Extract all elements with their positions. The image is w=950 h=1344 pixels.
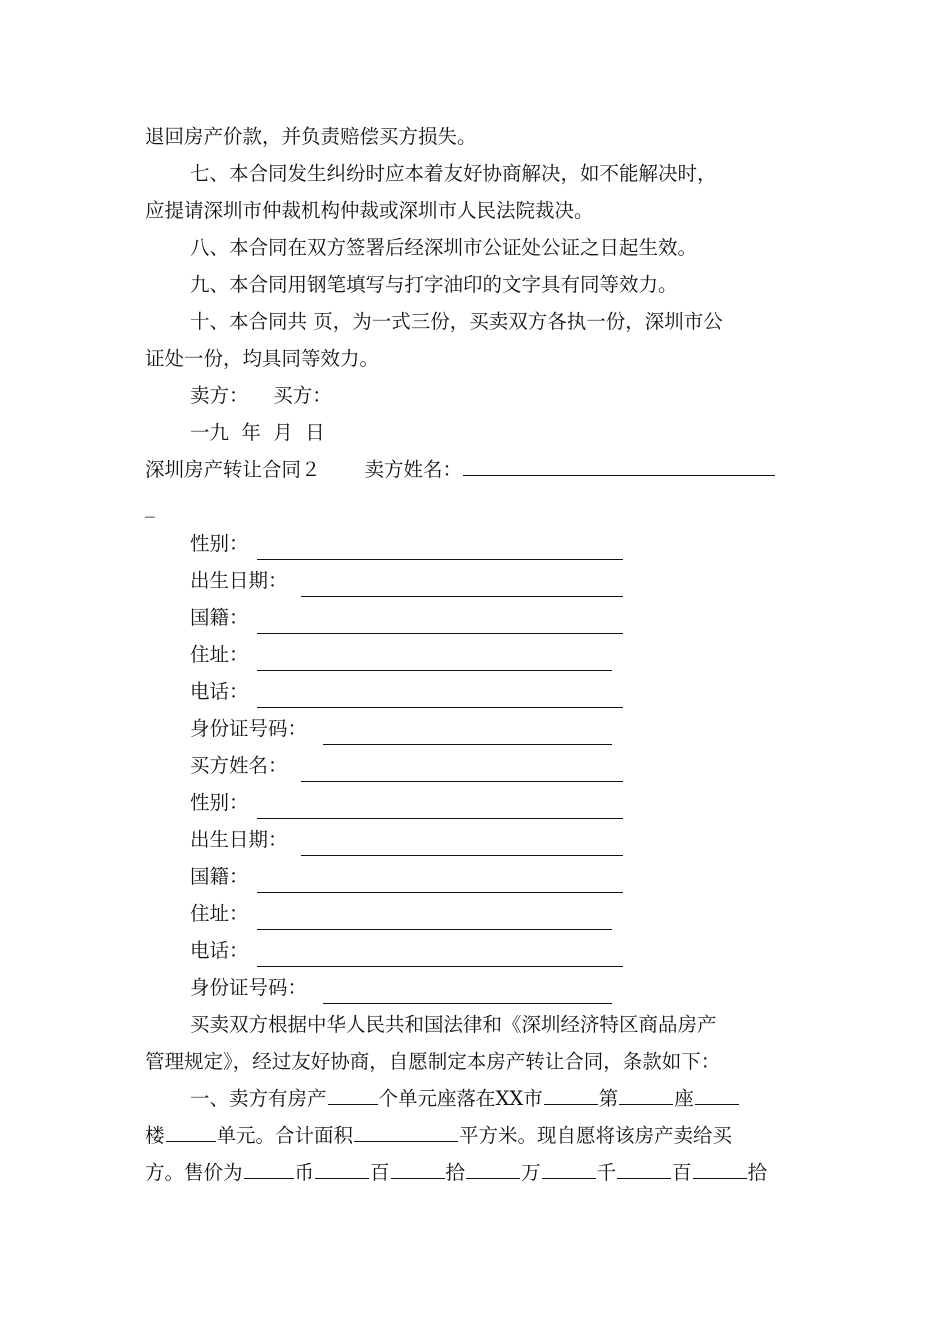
floor-blank[interactable] <box>166 1117 216 1142</box>
field-label: 买方姓名： <box>190 754 288 777</box>
field-blank[interactable] <box>323 720 612 745</box>
text-segment: 方。售价为 <box>145 1161 243 1184</box>
field-label: 出生日期： <box>190 828 288 851</box>
clause-10-line2: 证处一份，均具同等效力。 <box>145 347 380 370</box>
field-label: 出生日期： <box>190 569 288 592</box>
text-segment: 万 <box>521 1161 541 1184</box>
text-segment: 平方米。现自愿将该房产卖给买 <box>459 1124 733 1147</box>
field-blank[interactable] <box>257 868 623 893</box>
text-segment: 币 <box>294 1161 315 1184</box>
clause-1-line2 <box>145 1117 810 1154</box>
seller-nationality-field <box>145 599 810 636</box>
field-blank[interactable] <box>257 683 623 708</box>
field-blank[interactable] <box>257 942 623 967</box>
second-contract-heading-line <box>145 451 810 488</box>
buyer-gender-field <box>145 784 810 821</box>
intro-line1: 买卖双方根据中华人民共和国法律和《深圳经济特区商品房产 <box>190 1013 717 1036</box>
number-blank[interactable] <box>619 1080 673 1105</box>
text-segment: 一、卖方有房产 <box>190 1087 327 1110</box>
amount-blank[interactable] <box>315 1154 369 1179</box>
buyer-address-field <box>145 895 810 932</box>
clause-1-line1 <box>145 1080 810 1117</box>
contract-page <box>145 118 810 1191</box>
field-label: 电话： <box>190 939 249 962</box>
field-blank[interactable] <box>301 831 623 856</box>
seller-birthdate-field <box>145 562 810 599</box>
currency-blank[interactable] <box>244 1154 294 1179</box>
field-label: 电话： <box>190 680 249 703</box>
buyer-nationality-field <box>145 858 810 895</box>
contract-title: 深圳房产转让合同２ <box>145 458 321 481</box>
seller-name-label: 卖方姓名： <box>364 458 463 481</box>
field-label: 国籍： <box>190 865 249 888</box>
field-label: 身份证号码： <box>190 717 308 740</box>
seller-phone-field <box>145 673 810 710</box>
amount-blank[interactable] <box>542 1154 596 1179</box>
field-blank[interactable] <box>323 979 612 1004</box>
text-segment: 拾 <box>445 1161 466 1184</box>
buyer-birthdate-field <box>145 821 810 858</box>
amount-blank[interactable] <box>693 1154 747 1179</box>
seller-name-blank[interactable] <box>463 451 775 476</box>
text-segment: 千 <box>596 1161 617 1184</box>
text-segment: 个单元座落在XX市 <box>378 1087 543 1110</box>
buyer-phone-field <box>145 932 810 969</box>
text-segment: 第 <box>598 1087 619 1110</box>
field-blank[interactable] <box>257 609 623 634</box>
clause-1-line3 <box>145 1154 810 1191</box>
amount-blank[interactable] <box>391 1154 445 1179</box>
text-segment: 百 <box>672 1161 692 1184</box>
intro-line2: 管理规定》，经过友好协商，自愿制定本房产转让合同，条款如下： <box>145 1050 721 1073</box>
amount-blank[interactable] <box>617 1154 671 1179</box>
amount-blank[interactable] <box>466 1154 520 1179</box>
field-blank[interactable] <box>257 646 612 671</box>
field-label: 国籍： <box>190 606 249 629</box>
clause-7-line1: 七、本合同发生纠纷时应本着友好协商解决，如不能解决时， <box>190 162 717 185</box>
area-blank[interactable] <box>354 1117 458 1142</box>
street-blank[interactable] <box>544 1080 598 1105</box>
clause-8: 八、本合同在双方签署后经深圳市公证处公证之日起生效。 <box>190 236 698 259</box>
field-label: 性别： <box>190 532 249 555</box>
text-segment: 单元。合计面积 <box>216 1124 354 1147</box>
field-blank[interactable] <box>301 757 623 782</box>
field-label: 住址： <box>190 902 249 925</box>
clause-7-line2: 应提请深圳市仲裁机构仲裁或深圳市人民法院裁决。 <box>145 199 594 222</box>
field-label: 身份证号码： <box>190 976 308 999</box>
text-segment: 百 <box>370 1161 390 1184</box>
units-blank[interactable] <box>328 1080 378 1105</box>
field-label: 住址： <box>190 643 249 666</box>
wrapped-underscore-line: _ <box>145 495 155 518</box>
field-blank[interactable] <box>257 794 623 819</box>
seller-id-number-field <box>145 710 810 747</box>
signature-parties: 卖方： 买方： <box>190 384 332 407</box>
paragraph-refund: 退回房产价款，并负责赔偿买方损失。 <box>145 125 477 148</box>
seller-address-field <box>145 636 810 673</box>
field-blank[interactable] <box>301 572 623 597</box>
text-segment: 楼 <box>145 1124 165 1147</box>
seller-gender-field <box>145 525 810 562</box>
clause-10-line1: 十、本合同共 页，为一式三份，买卖双方各执一份，深圳市公 <box>190 310 723 333</box>
text-segment: 座 <box>674 1087 694 1110</box>
field-blank[interactable] <box>257 905 612 930</box>
signature-date: 一九 年 月 日 <box>190 421 325 444</box>
buyer-id-number-field <box>145 969 810 1006</box>
clause-9: 九、本合同用钢笔填写与打字油印的文字具有同等效力。 <box>190 273 678 296</box>
text-segment: 拾 <box>747 1161 768 1184</box>
field-blank[interactable] <box>257 535 623 560</box>
field-label: 性别： <box>190 791 249 814</box>
buyer-name-field <box>145 747 810 784</box>
building-blank[interactable] <box>695 1080 739 1105</box>
